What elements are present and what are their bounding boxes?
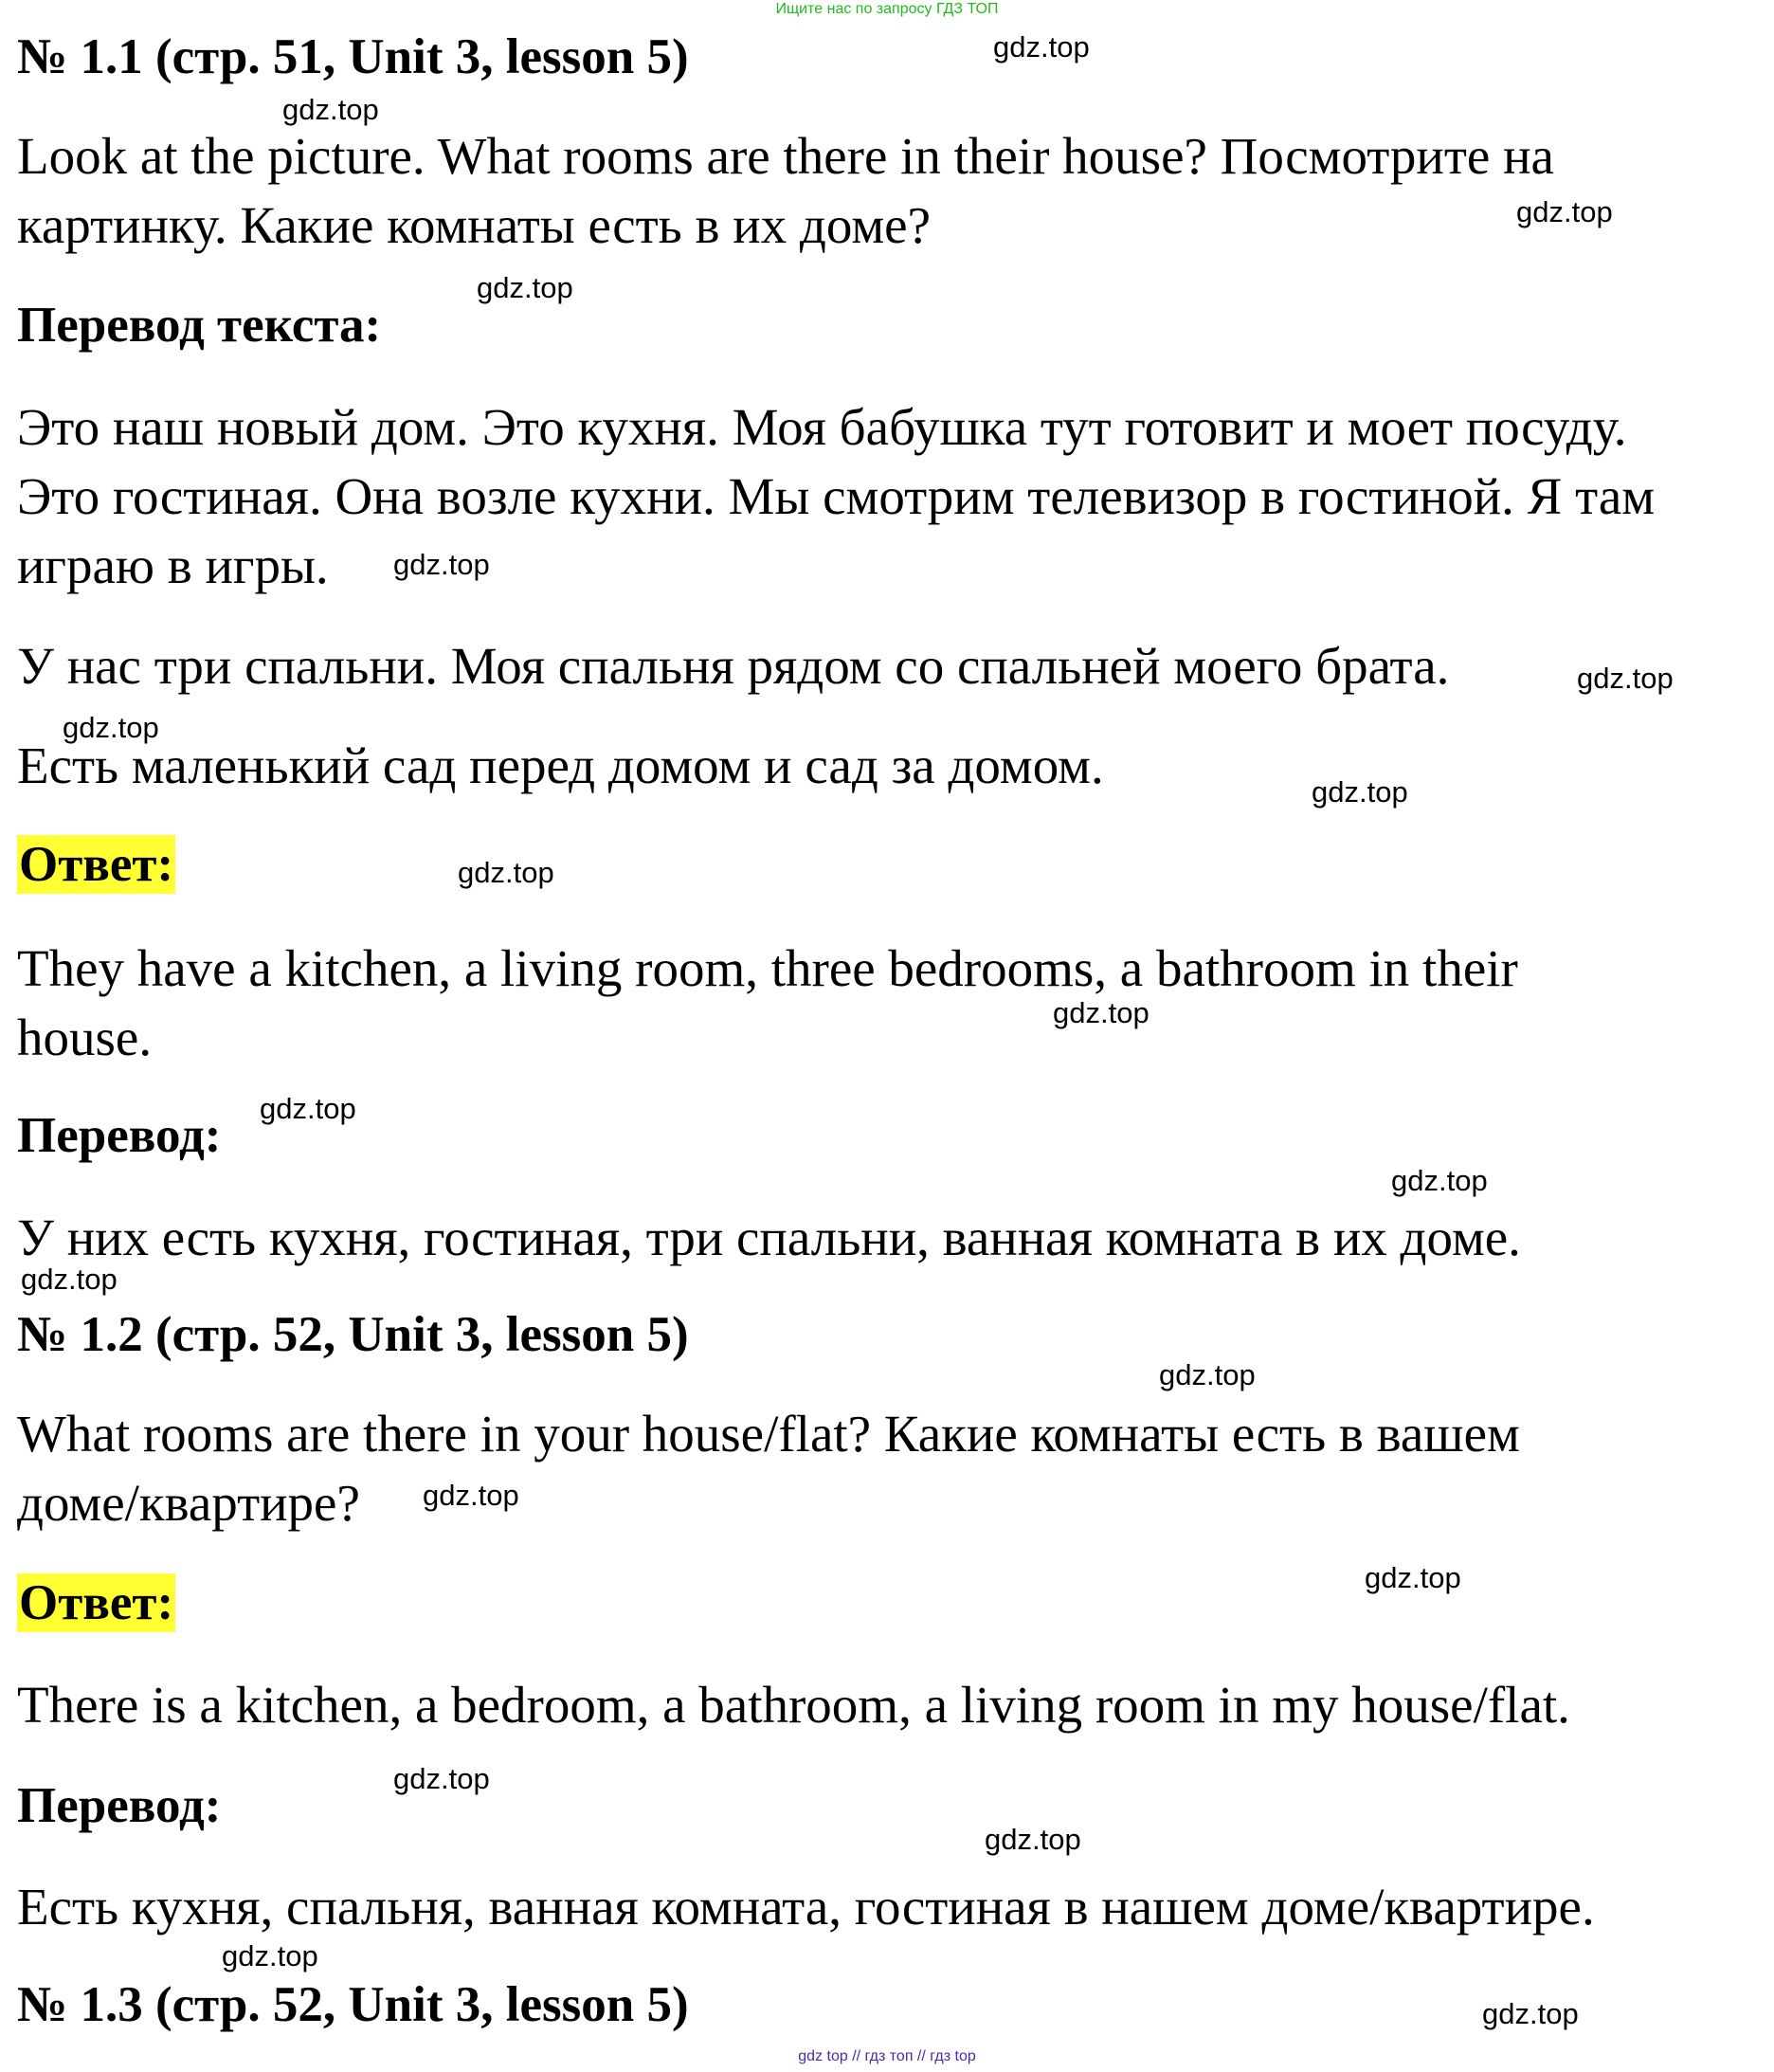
task-1-1-question-line: картинку. Какие комнаты есть в их доме?	[17, 196, 931, 254]
watermark: gdz.top	[222, 1939, 318, 1972]
watermark: gdz.top	[282, 93, 379, 126]
task-1-1-translation-line: У них есть кухня, гостиная, три спальни, ванная комната в их доме.	[17, 1209, 1521, 1266]
watermark: gdz.top	[477, 271, 573, 304]
task-1-1-answer-line: They have a kitchen, a living room, three bedrooms, a bathroom in their	[17, 939, 1518, 997]
task-1-1-text-line: играю в игры.	[17, 536, 329, 594]
task-1-1-translation-label: Перевод:	[17, 1108, 222, 1163]
task-1-1-answer-line: house.	[17, 1009, 153, 1066]
watermark: gdz.top	[1391, 1164, 1488, 1197]
task-1-1-question-line: Look at the picture. What rooms are there in their house? Посмотрите на	[17, 127, 1554, 185]
task-1-2-question-line: доме/квартире?	[17, 1474, 360, 1532]
watermark: gdz.top	[1482, 1997, 1579, 2030]
footer-notice: gdz top // гдз топ // гдз top	[798, 2048, 976, 2064]
watermark: gdz.top	[21, 1263, 118, 1296]
task-1-3-heading: № 1.3 (стр. 52, Unit 3, lesson 5)	[17, 1977, 689, 2032]
task-1-2-translation-line: Есть кухня, спальня, ванная комната, гостиная в нашем доме/квартире.	[17, 1878, 1595, 1936]
watermark: gdz.top	[393, 548, 490, 581]
watermark: gdz.top	[985, 1823, 1081, 1856]
watermark: gdz.top	[993, 30, 1090, 64]
watermark: gdz.top	[423, 1479, 519, 1512]
task-1-1-text-line: У нас три спальни. Моя спальня рядом со спальней моего брата.	[17, 637, 1450, 695]
task-1-2-answer-line: There is a kitchen, a bedroom, a bathroom, a living room in my house/flat.	[17, 1676, 1570, 1734]
watermark: gdz.top	[458, 856, 554, 889]
task-1-1-heading: № 1.1 (стр. 51, Unit 3, lesson 5)	[17, 29, 689, 84]
task-1-2-answer-label: Ответ:	[19, 1575, 174, 1630]
watermark: gdz.top	[1577, 662, 1674, 695]
watermark: gdz.top	[63, 711, 159, 744]
watermark: gdz.top	[1159, 1358, 1256, 1391]
watermark: gdz.top	[1312, 775, 1408, 809]
task-1-1-text-line: Это гостиная. Она возле кухни. Мы смотрим телевизор в гостиной. Я там	[17, 467, 1656, 525]
task-1-1-answer-label: Ответ:	[19, 837, 174, 892]
task-1-1-text-line: Есть маленький сад перед домом и сад за домом.	[17, 736, 1104, 794]
header-notice: Ищите нас по запросу ГДЗ ТОП	[775, 1, 999, 17]
watermark: gdz.top	[393, 1762, 490, 1795]
task-1-2-question-line: What rooms are there in your house/flat? Какие комнаты есть в вашем	[17, 1405, 1520, 1463]
task-1-1-text-line: Это наш новый дом. Это кухня. Моя бабушка тут готовит и моет посуду.	[17, 398, 1627, 456]
task-1-2-translation-label: Перевод:	[17, 1778, 222, 1833]
watermark: gdz.top	[260, 1092, 356, 1125]
watermark: gdz.top	[1365, 1561, 1461, 1594]
watermark: gdz.top	[1516, 195, 1613, 228]
watermark: gdz.top	[1053, 996, 1149, 1029]
task-1-2-heading: № 1.2 (стр. 52, Unit 3, lesson 5)	[17, 1307, 689, 1362]
task-1-1-text-translation-label: Перевод текста:	[17, 298, 382, 353]
